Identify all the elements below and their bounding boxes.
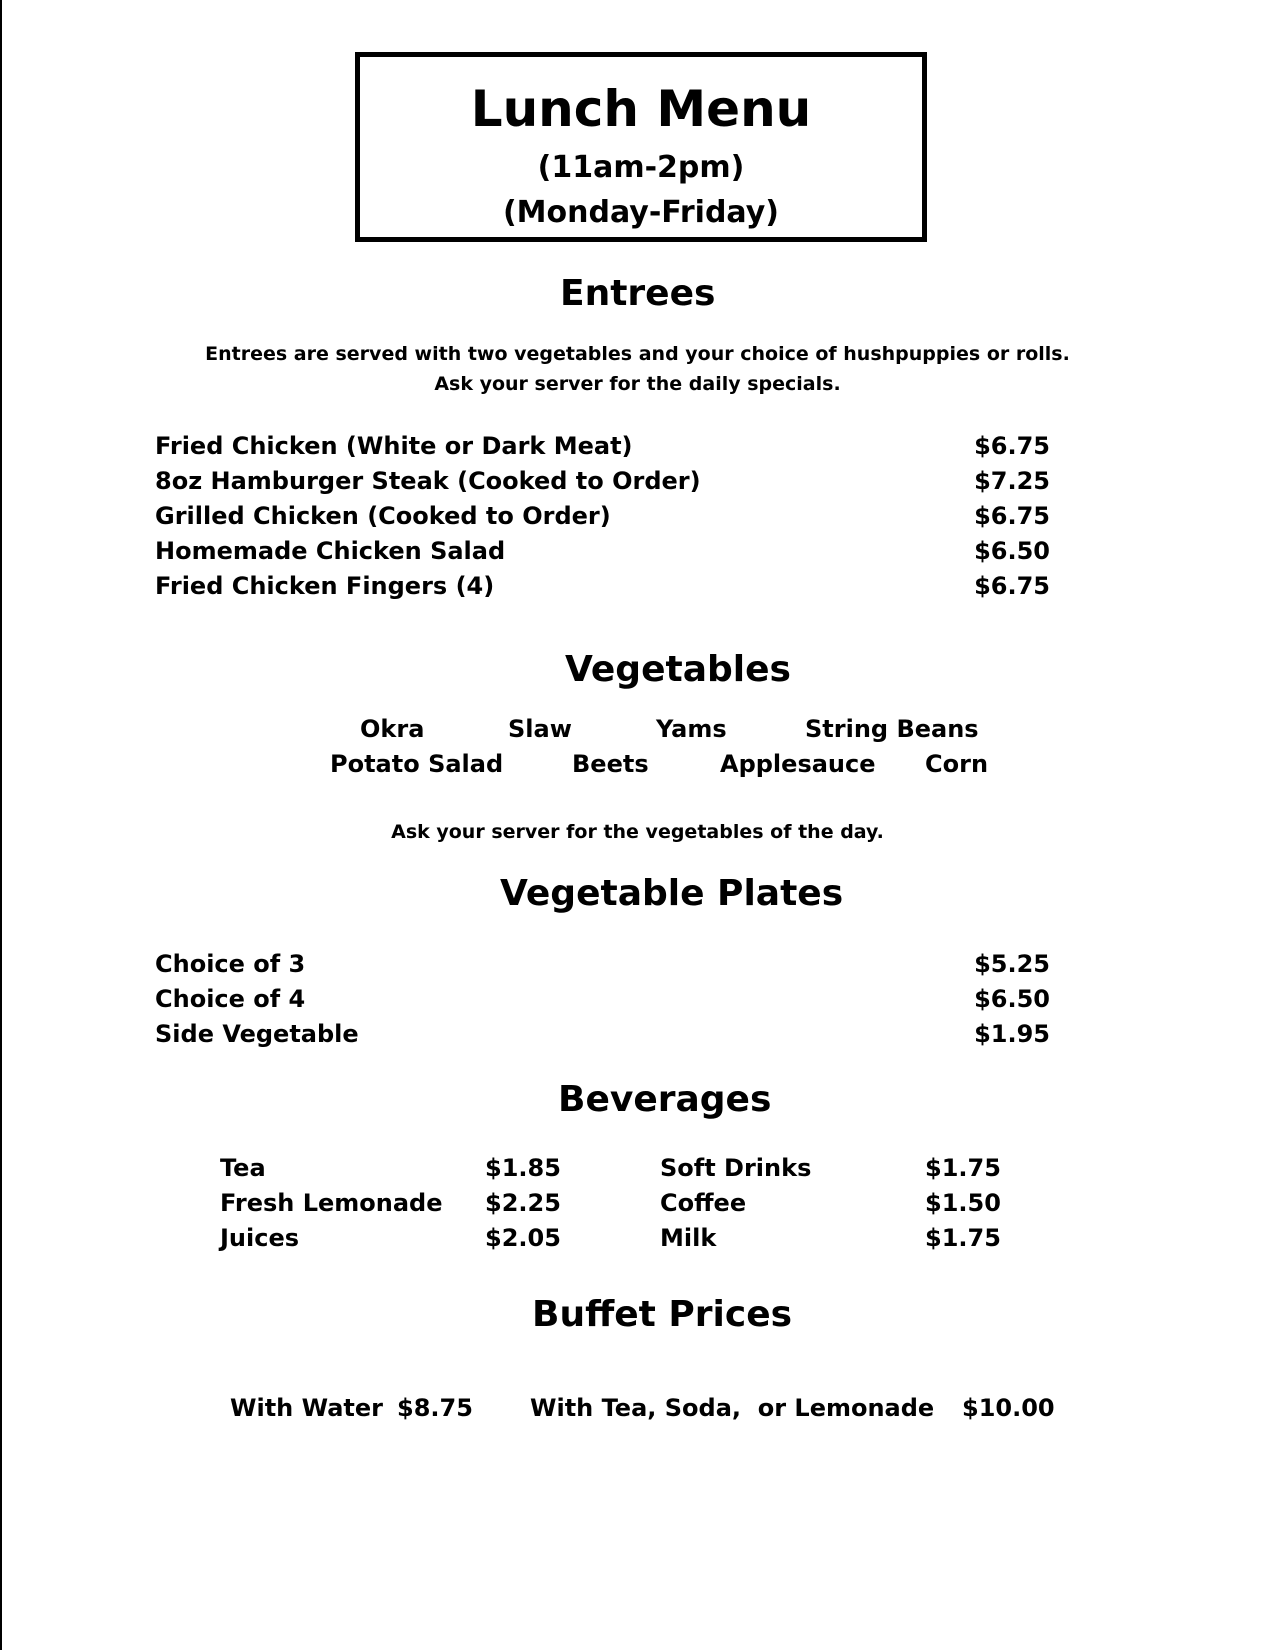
entree-item-name: Homemade Chicken Salad [155,537,506,565]
beverage-item-price: $1.75 [925,1154,1001,1182]
entree-item-price: $6.50 [974,537,1050,565]
entree-item-name: Grilled Chicken (Cooked to Order) [155,502,611,530]
entree-item-name: 8oz Hamburger Steak (Cooked to Order) [155,467,701,495]
plate-item-price: $1.95 [974,1020,1050,1048]
entrees-note-2: Ask your server for the daily specials. [434,373,841,395]
vegetable-item: Corn [925,750,989,778]
title-box [355,52,927,242]
vegetable-item: Slaw [508,715,572,743]
vegetable-item: Applesauce [720,750,876,778]
menu-title: Lunch Menu [470,80,812,138]
vegetable-item: Okra [360,715,425,743]
entrees-note-1: Entrees are served with two vegetables and your choice of hushpuppies or rolls. [205,343,1070,365]
entree-item-price: $6.75 [974,502,1050,530]
beverage-item-price: $1.50 [925,1189,1001,1217]
plate-item-price: $6.50 [974,985,1050,1013]
entree-item-price: $7.25 [974,467,1050,495]
vegetable-item: String Beans [805,715,979,743]
beverage-item-name: Fresh Lemonade [220,1189,443,1217]
buffet-water-label: With Water [230,1394,384,1422]
vegetables-note: Ask your server for the vegetables of the day. [391,821,884,843]
beverage-item-name: Milk [660,1224,717,1252]
menu-hours: (11am-2pm) [537,150,745,185]
buffet-drink-label: With Tea, Soda, or Lemonade [530,1394,935,1422]
vegetable-plates-heading: Vegetable Plates [500,873,844,914]
entrees-heading-text: Entrees [560,273,716,314]
buffet-heading: Buffet Prices [532,1294,793,1335]
entree-item-name: Fried Chicken (White or Dark Meat) [155,432,633,460]
entree-item-name: Fried Chicken Fingers (4) [155,572,495,600]
entree-item-price: $6.75 [974,572,1050,600]
beverage-item-price: $2.05 [485,1224,561,1252]
menu-days: (Monday-Friday) [502,195,780,230]
entree-item-price: $6.75 [974,432,1050,460]
vegetable-item: Yams [656,715,727,743]
beverage-item-price: $1.75 [925,1224,1001,1252]
plate-item-name: Side Vegetable [155,1020,359,1048]
buffet-water-price: $8.75 [397,1394,473,1422]
beverages-heading: Beverages [558,1079,772,1120]
beverage-item-price: $2.25 [485,1189,561,1217]
plate-item-name: Choice of 3 [155,950,306,978]
beverage-item-name: Soft Drinks [660,1154,812,1182]
plate-item-price: $5.25 [974,950,1050,978]
plate-item-name: Choice of 4 [155,985,306,1013]
vegetables-heading: Vegetables [565,649,791,690]
buffet-drink-price: $10.00 [962,1394,1055,1422]
beverage-item-price: $1.85 [485,1154,561,1182]
beverage-item-name: Juices [220,1224,300,1252]
vegetable-item: Beets [572,750,649,778]
beverage-item-name: Tea [220,1154,266,1182]
vegetable-item: Potato Salad [330,750,504,778]
beverage-item-name: Coffee [660,1189,747,1217]
